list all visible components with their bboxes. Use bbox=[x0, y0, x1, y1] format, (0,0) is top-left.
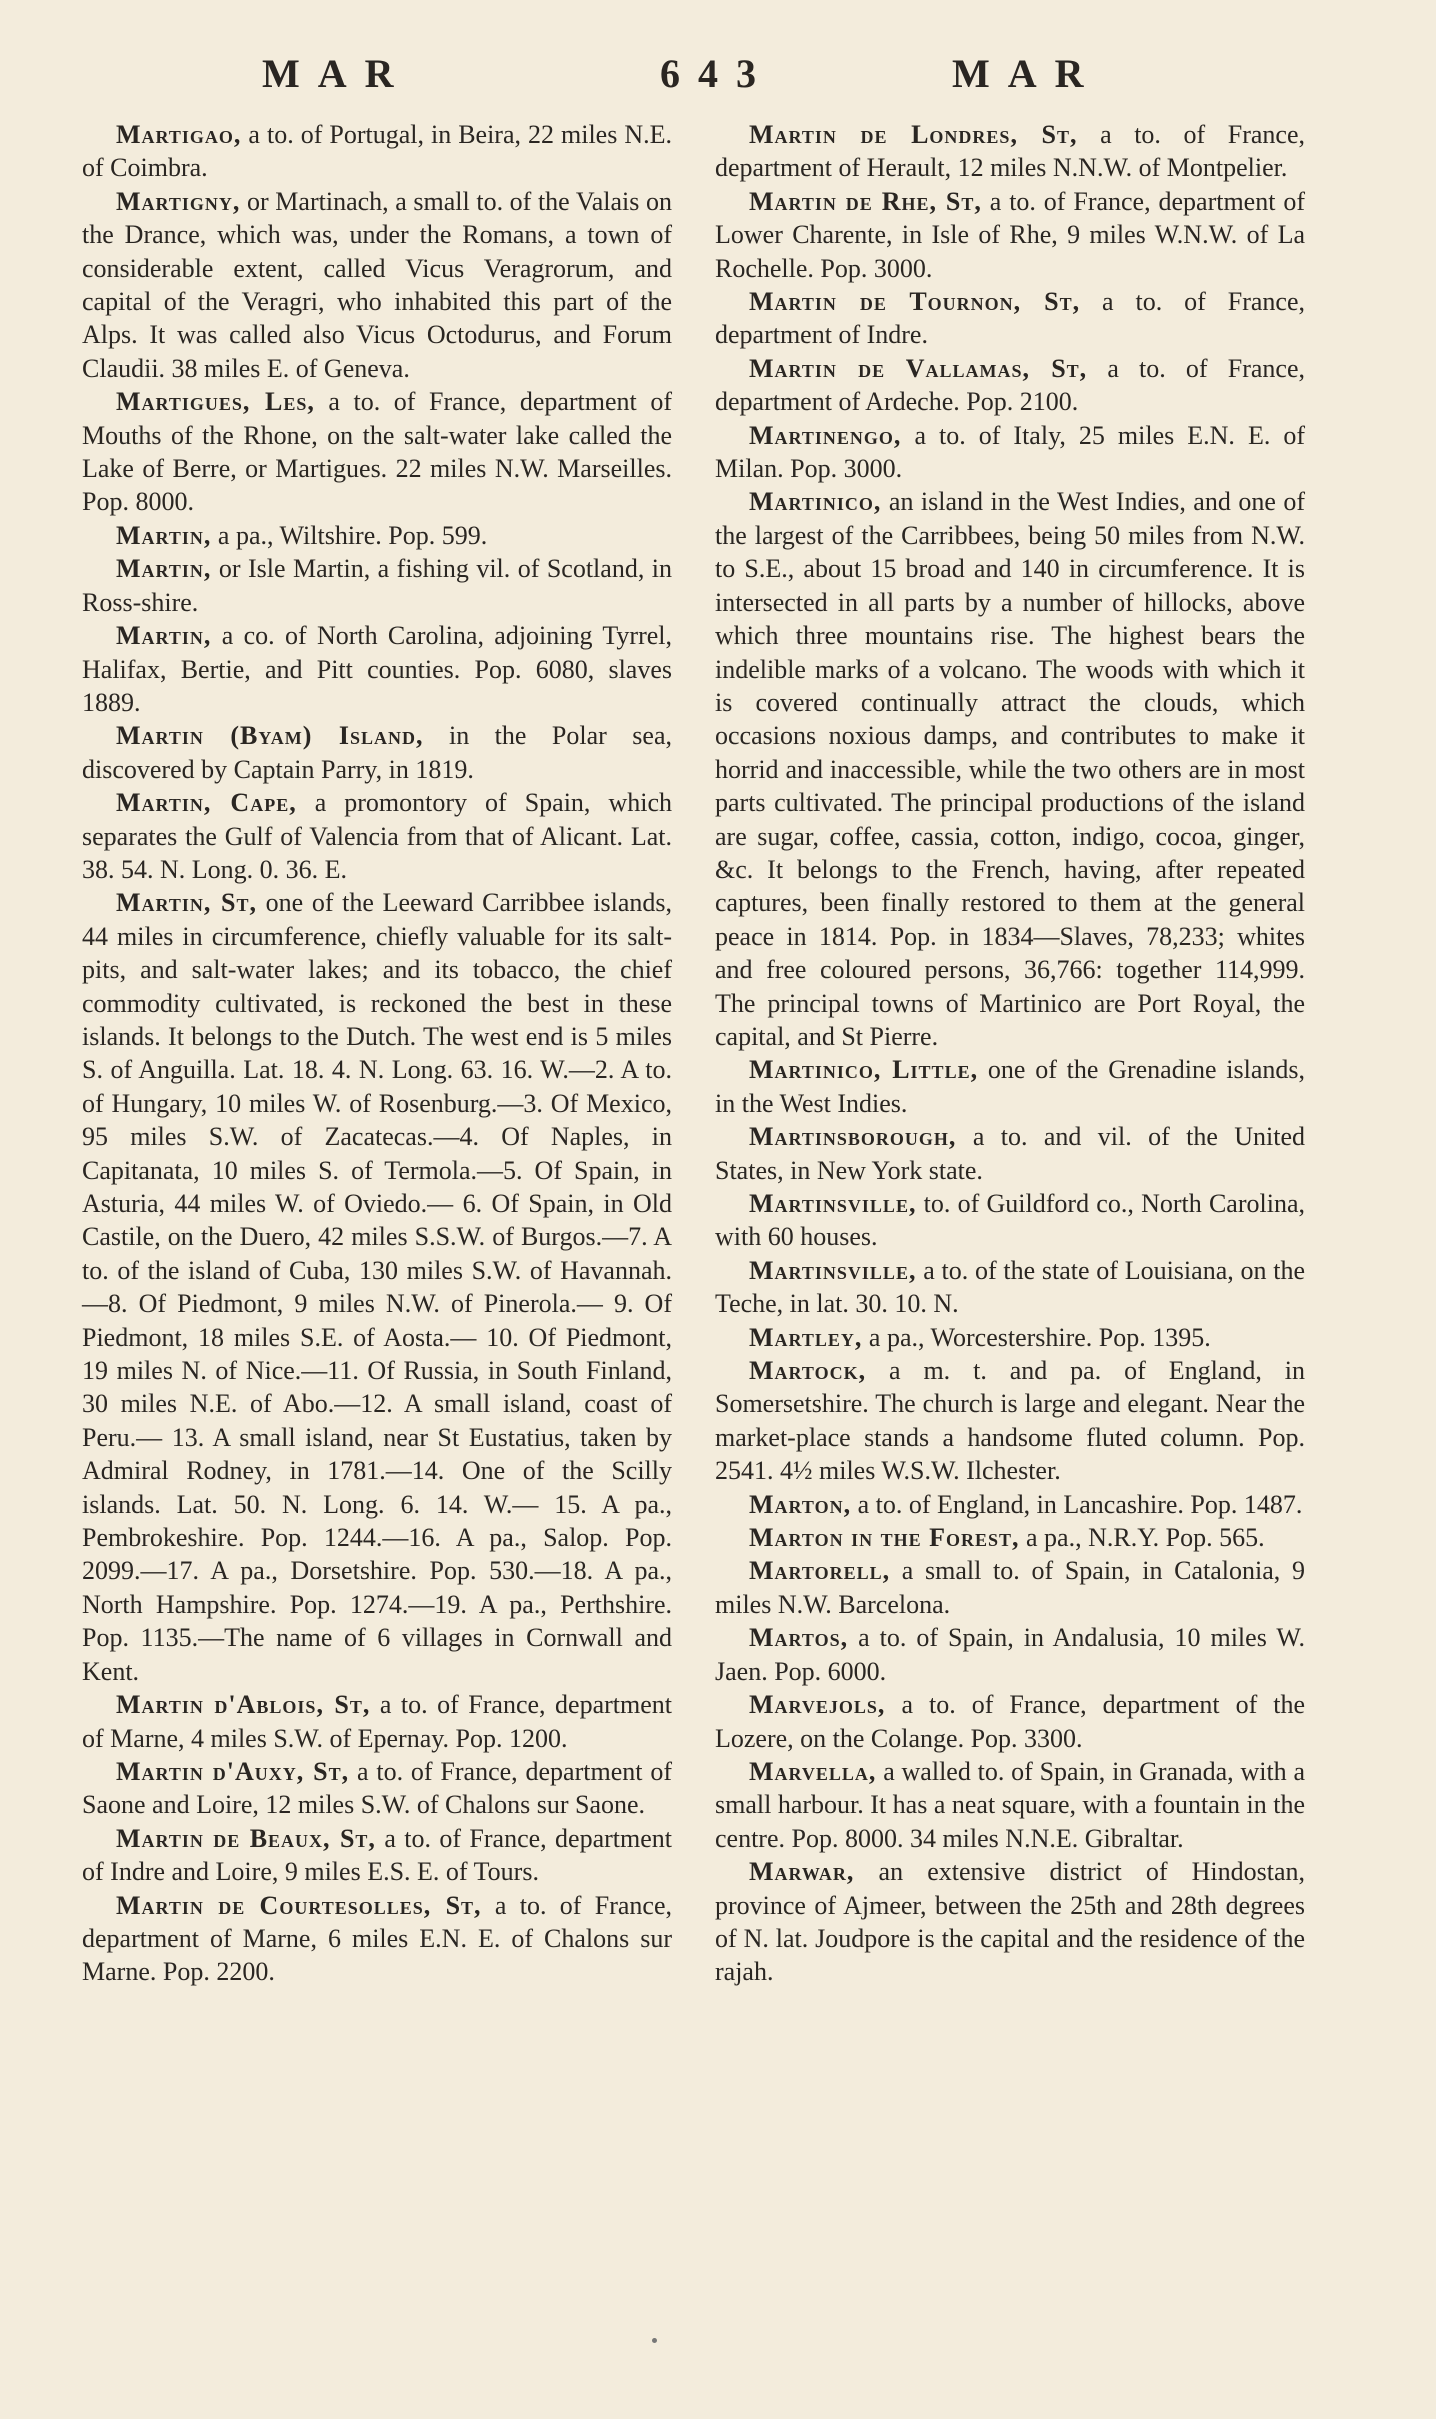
entry: Martin, a co. of North Carolina, adjoining Tyrrel, Halifax, Bertie, and Pitt counties. Pop. 6080, slaves 1889. bbox=[82, 621, 672, 717]
entry: Martin d'Auxy, St, a to. of France, department of Saone and Loire, 12 miles S.W. of Chalons sur Saone. bbox=[82, 1756, 672, 1820]
entry: Martigao, a to. of Portugal, in Beira, 22 miles N.E. of Coimbra. bbox=[82, 120, 672, 183]
entry: Martin de Vallamas, St, a to. of France, department of Ardeche. Pop. 2100. bbox=[715, 353, 1305, 417]
entry: Marton in the Forest, a pa., N.R.Y. Pop. 565. bbox=[749, 1523, 1265, 1553]
entry: Martin, or Isle Martin, a fishing vil. of Scotland, in Ross-shire. bbox=[82, 554, 672, 617]
right-column bbox=[715, 118, 1305, 1989]
entry: Martinico, an island in the West Indies, and one of the largest of the Carribbees, being 50 miles from N.W. to S.E., about 15 broad and 140 in circumference. It is intersected in all parts by a number of hillocks, above which three mountains rise. The highest bears the indelible marks of a volcano. The woods with which it is covered continually attract the clouds, which occasions noxious damps, and contributes to make it horrid and inaccessible, while the two others are in most parts cultivated. The principal productions of the island are sugar, coffee, cassia, cotton, indigo, cocoa, ginger, &c. It belongs to the French, having, after repeated captures, been finally restored to them at the general peace in 1814. Pop. in 1834—Slaves, 78,233; whites and free coloured persons, 36,766: together 114,999. The principal towns of Martinico are Port Royal, the capital, and St Pierre. bbox=[715, 487, 1305, 1051]
running-header bbox=[0, 50, 1436, 110]
entry: Marvejols, a to. of France, department of the Lozere, on the Colange. Pop. 3300. bbox=[715, 1690, 1305, 1753]
entry: Martinsville, a to. of the state of Louisiana, on the Teche, in lat. 30. 10. N. bbox=[715, 1255, 1305, 1319]
entry: Martin, St, one of the Leeward Carribbee islands, 44 miles in circumference, chiefly valuable for its salt-pits, and salt-water lakes; and its tobacco, the chief commodity cultivated, is reckoned the best in these islands. It belongs to the Dutch. The west end is 5 miles S. of Anguilla. Lat. 18. 4. N. Long. 63. 16. W.—2. A to. of Hungary, 10 miles W. of Rosenburg.—3. Of Mexico, 95 miles S.W. of Zacatecas.—4. Of Naples, in Capitanata, 10 miles S. of Termola.—5. Of Spain, in Asturia, 44 miles W. of Oviedo.— 6. Of Spain, in Old Castile, on the Duero, 42 miles S.S.W. of Burgos.—7. A to. of the island of Cuba, 130 miles S.W. of Havannah. —8. Of Piedmont, 9 miles N.W. of Pinerola.— 9. Of Piedmont, 18 miles S.E. of Aosta.— 10. Of Piedmont, 19 miles N. of Nice.—11. Of Russia, in South Finland, 30 miles N.E. of Abo.—12. A small island, coast of Peru.— 13. A small island, near St Eustatius, taken by Admiral Rodney, in 1781.—14. One of the Scilly islands. Lat. 50. N. Long. 6. 14. W.— 15. A pa., Pembrokeshire. Pop. 1244.—16. A pa., Salop. Pop. 2099.—17. A pa., Dorsetshire. Pop. 530.—18. A pa., North Hampshire. Pop. 1274.—19. A pa., Perthshire. Pop. 1135.—The name of 6 villages in Cornwall and Kent. bbox=[82, 888, 672, 1686]
entry: Marton, a to. of England, in Lancashire. Pop. 1487. bbox=[749, 1489, 1303, 1519]
entry: Martin d'Ablois, St, a to. of France, department of Marne, 4 miles S.W. of Epernay. Pop. 1200. bbox=[82, 1690, 672, 1753]
entry: Martin (Byam) Island, in the Polar sea, discovered by Captain Parry, in 1819. bbox=[82, 721, 672, 784]
entry: Martin de Tournon, St, a to. of France, department of Indre. bbox=[715, 287, 1305, 350]
entry: Martinsville, to. of Guildford co., North Carolina, with 60 houses. bbox=[715, 1189, 1305, 1252]
header-right-word: MAR bbox=[952, 51, 1102, 96]
entry: Martin de Londres, St, a to. of France, department of Herault, 12 miles N.N.W. of Montpelier. bbox=[715, 120, 1305, 183]
entry: Martos, a to. of Spain, in Andalusia, 10 miles W. Jaen. Pop. 6000. bbox=[715, 1623, 1305, 1686]
entry: Martin, a pa., Wiltshire. Pop. 599. bbox=[116, 520, 488, 550]
left-column bbox=[82, 118, 672, 1989]
page-number: 643 bbox=[660, 51, 774, 96]
header-left-word: MAR bbox=[262, 51, 412, 96]
entry: Martinsborough, a to. and vil. of the United States, in New York state. bbox=[715, 1122, 1305, 1185]
entry: Martinengo, a to. of Italy, 25 miles E.N. E. of Milan. Pop. 3000. bbox=[715, 420, 1305, 484]
entry: Marvella, a walled to. of Spain, in Granada, with a small harbour. It has a neat square, with a fountain in the centre. Pop. 8000. 34 miles N.N.E. Gibraltar. bbox=[715, 1756, 1305, 1853]
entry: Martin de Courtesolles, St, a to. of France, department of Marne, 6 miles E.N. E. of Chalons sur Marne. Pop. 2200. bbox=[82, 1890, 672, 1987]
entry: Martigny, or Martinach, a small to. of the Valais on the Drance, which was, under the Romans, a town of considerable extent, called Vicus Veragrorum, and capital of the Veragri, who inhabited this part of the Alps. It was called also Vicus Octodurus, and Forum Claudii. 38 miles E. of Geneva. bbox=[82, 186, 672, 383]
entry: Martigues, Les, a to. of France, department of Mouths of the Rhone, on the salt-water lake called the Lake of Berre, or Martigues. 22 miles N.W. Marseilles. Pop. 8000. bbox=[82, 387, 672, 517]
entry: Martin, Cape, a promontory of Spain, which separates the Gulf of Valencia from that of Alicant. Lat. 38. 54. N. Long. 0. 36. E. bbox=[82, 788, 672, 884]
entry: Martorell, a small to. of Spain, in Catalonia, 9 miles N.W. Barcelona. bbox=[715, 1556, 1305, 1619]
entry: Martock, a m. t. and pa. of England, in Somersetshire. The church is large and elegant. Near the market-place stands a handsome fluted column. Pop. 2541. 4½ miles W.S.W. Ilchester. bbox=[715, 1356, 1305, 1486]
print-speck bbox=[652, 2338, 657, 2343]
entry: Martley, a pa., Worcestershire. Pop. 1395. bbox=[749, 1322, 1211, 1352]
entry: Martin de Beaux, St, a to. of France, department of Indre and Loire, 9 miles E.S. E. of Tours. bbox=[82, 1823, 673, 1887]
entry: Martinico, Little, one of the Grenadine islands, in the West Indies. bbox=[715, 1055, 1306, 1118]
entry: Martin de Rhe, St, a to. of France, department of Lower Charente, in Isle of Rhe, 9 miles W.N.W. of La Rochelle. Pop. 3000. bbox=[715, 186, 1305, 283]
entry: Marwar, an extensive district of Hindostan, province of Ajmeer, between the 25th and 28th degrees of N. lat. Joudpore is the capital and the residence of the rajah. bbox=[715, 1857, 1305, 1987]
